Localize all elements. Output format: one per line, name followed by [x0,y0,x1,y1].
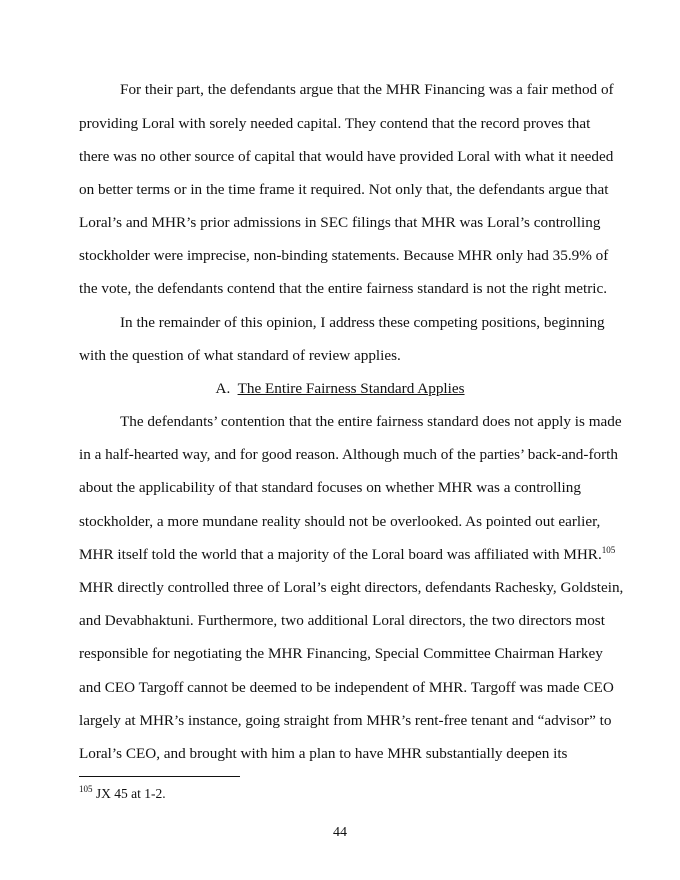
text-line: stockholder were imprecise, non-binding statements. Because MHR only had 35.9% of [79,247,609,264]
text-line: responsible for negotiating the MHR Financing, Special Committee Chairman Harkey [79,645,603,662]
page-number: 44 [333,825,347,840]
text-line: in a half-hearted way, and for good reason. Although much of the parties’ back-and-forth [79,446,618,463]
text-line: with the question of what standard of review applies. [79,347,401,364]
section-heading-label: A. [215,380,231,397]
text-line: In the remainder of this opinion, I address these competing positions, beginning [120,314,605,331]
text-line: The defendants’ contention that the entire fairness standard does not apply is made [120,413,622,430]
text-line: there was no other source of capital that would have provided Loral with what it needed [79,148,614,165]
text-line: Loral’s and MHR’s prior admissions in SEC filings that MHR was Loral’s controlling [79,214,601,231]
text-line: providing Loral with sorely needed capital. They contend that the record proves that [79,115,591,132]
footnote-reference[interactable]: 105 [601,545,616,555]
text-line-with-footnote [79,546,615,564]
text-line: Loral’s CEO, and brought with him a plan to have MHR substantially deepen its [79,745,568,762]
text-line: the vote, the defendants contend that the entire fairness standard is not the right metric. [79,280,608,297]
footnote-number: 105 [79,784,93,794]
text-line: MHR directly controlled three of Loral’s eight directors, defendants Rachesky, Goldstein, [79,579,624,596]
footnote-divider [79,776,240,777]
text-line: and CEO Targoff cannot be deemed to be independent of MHR. Targoff was made CEO [79,679,614,696]
text-line: For their part, the defendants argue that the MHR Financing was a fair method of [120,81,614,98]
section-heading [0,380,680,398]
section-heading-title: The Entire Fairness Standard Applies [237,380,465,397]
footnote [79,786,166,802]
text-line: MHR itself told the world that a majority of the Loral board was affiliated with MHR. [79,546,602,563]
text-line: on better terms or in the time frame it required. Not only that, the defendants argue that [79,181,609,198]
text-line: about the applicability of that standard focuses on whether MHR was a controlling [79,479,581,496]
text-line: stockholder, a more mundane reality should not be overlooked. As pointed out earlier, [79,513,601,530]
text-line: and Devabhaktuni. Furthermore, two additional Loral directors, the two directors most [79,612,605,629]
text-line: largely at MHR’s instance, going straight from MHR’s rent-free tenant and “advisor” to [79,712,612,729]
footnote-text: JX 45 at 1-2. [95,786,166,801]
